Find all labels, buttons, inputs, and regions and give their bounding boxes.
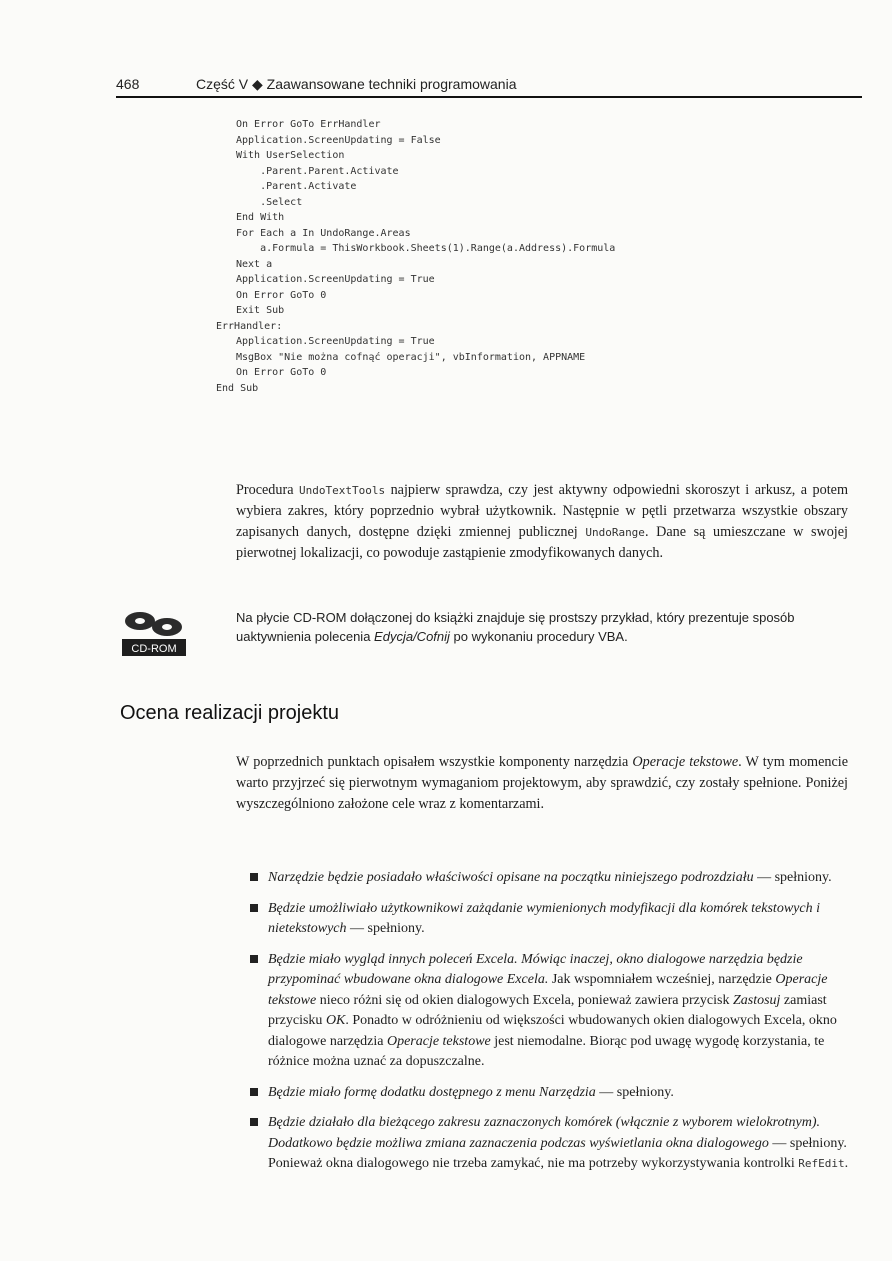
description-paragraph bbox=[236, 480, 848, 564]
variable-name: UndoRange bbox=[585, 526, 645, 539]
requirement-status: — spełniony. bbox=[753, 870, 832, 885]
code-line-end: End Sub bbox=[216, 382, 259, 394]
requirement-status: — spełniony. bbox=[595, 1084, 674, 1100]
list-item bbox=[268, 1083, 850, 1104]
running-title: Część V ◆ Zaawansowane techniki programowania bbox=[196, 76, 517, 92]
bullet-square-icon bbox=[250, 904, 258, 912]
page-header bbox=[116, 76, 862, 98]
list-item bbox=[268, 950, 850, 1073]
code-line: Application.ScreenUpdating = True bbox=[236, 274, 435, 285]
tool-name: Operacje tekstowe bbox=[386, 1033, 491, 1049]
code-line: .Select bbox=[236, 196, 303, 208]
cd-rom-icon bbox=[120, 608, 188, 658]
procedure-name: UndoTextTools bbox=[299, 484, 386, 497]
control-name: RefEdit bbox=[798, 1157, 845, 1170]
comment-text: . Ponadto w odróżnieniu od większości wbudowanych okien dialogowych Excela, okno dialogowe narzędzia bbox=[268, 1013, 837, 1049]
tool-name: Operacje tekstowe bbox=[632, 754, 739, 770]
para-text: . Dane są umieszczane w swojej pierwotnej lokalizacji, co powoduje zastąpienie zmodyfikowanych danych. bbox=[236, 524, 848, 561]
header-rule bbox=[116, 96, 862, 98]
code-line: Next a bbox=[236, 258, 273, 270]
note-text: po wykonaniu procedury VBA. bbox=[449, 629, 628, 644]
list-item bbox=[268, 868, 850, 889]
para-text: . W tym momencie warto przyjrzeć się pierwotnym wymaganiom projektowym, aby sprawdzić, czy zostały spełnione. Poniżej wyszczególniono założone cele wraz z komentarzami. bbox=[236, 754, 848, 812]
bullet-square-icon bbox=[250, 1118, 258, 1126]
code-line: On Error GoTo 0 bbox=[236, 289, 327, 301]
requirement-status: — spełniony. Ponieważ okna dialogowego nie trzeba zamykać, nie ma potrzeby wykorzystywania kontrolki bbox=[268, 1135, 847, 1171]
list-item bbox=[268, 1113, 850, 1175]
requirement-text: Będzie miało wygląd innych poleceń Excela. Mówiąc inaczej, okno dialogowe narzędzia będzie przypominać wbudowane okna dialogowe Excela. bbox=[268, 951, 803, 987]
cd-note bbox=[236, 608, 848, 646]
requirement-text: Narzędzie będzie posiadało właściwości opisane na początku niniejszego podrozdziału bbox=[268, 870, 754, 885]
tool-name: Operacje tekstowe bbox=[268, 972, 828, 1008]
section-title: Ocena realizacji projektu bbox=[120, 702, 339, 724]
code-line: On Error GoTo ErrHandler bbox=[236, 119, 381, 130]
bullet-square-icon bbox=[250, 1088, 258, 1096]
requirement-status: — spełniony. bbox=[346, 921, 425, 936]
code-line: Application.ScreenUpdating = False bbox=[236, 134, 441, 146]
button-name: Zastosuj bbox=[732, 992, 781, 1008]
code-line: For Each a In UndoRange.Areas bbox=[236, 227, 411, 239]
requirement-text: Będzie miało formę dodatku dostępnego z menu Narzędzia bbox=[268, 1084, 596, 1100]
para-text: W poprzednich punktach opisałem wszystkie komponenty narzędzia bbox=[236, 754, 633, 770]
requirement-status: . bbox=[844, 1156, 849, 1171]
comment-text: Jak wspomniałem wcześniej, narzędzie bbox=[548, 972, 776, 987]
button-name: OK bbox=[325, 1013, 346, 1028]
evaluation-paragraph bbox=[236, 752, 848, 815]
requirement-text: Będzie działało dla bieżącego zakresu zaznaczonych komórek (włącznie z wyborem wielokrotnym). Dodatkowo będzie możliwa zmiana zaznaczenia podczas wyświetlania okna dialogowego bbox=[268, 1115, 820, 1151]
requirement-text: Będzie umożliwiało użytkownikowi zażądanie wymienionych modyfikacji dla komórek tekstowych i nietekstowych bbox=[268, 900, 820, 936]
comment-text: nieco różni się od okien dialogowych Excela, ponieważ zawiera przycisk bbox=[316, 992, 733, 1008]
requirements-list bbox=[268, 868, 850, 1185]
code-line: On Error GoTo 0 bbox=[236, 367, 327, 378]
cd-rom-icon-label: CD-ROM bbox=[131, 643, 177, 655]
para-text: Procedura bbox=[236, 482, 299, 498]
code-line: End With bbox=[236, 212, 285, 223]
code-line: .Parent.Activate bbox=[236, 181, 357, 192]
comment-text: jest niemodalne. Biorąc pod uwagę wygodę korzystania, te różnice można uznać za dopuszczalne. bbox=[268, 1033, 825, 1069]
code-listing bbox=[216, 117, 856, 396]
code-line: MsgBox "Nie można cofnąć operacji", vbInformation, APPNAME bbox=[236, 351, 586, 363]
menu-command: Edycja/Cofnij bbox=[374, 629, 450, 644]
para-text: najpierw sprawdza, czy jest aktywny odpowiedni skoroszyt i arkusz, a potem wybiera zakres, który poprzednio wybrał użytkownik. Następnie w pętli przetwarza wszystkie obszary zapisanych danych, dostępne dzięki zmiennej publicznej bbox=[236, 482, 848, 540]
bullet-square-icon bbox=[250, 955, 258, 963]
bullet-square-icon bbox=[250, 873, 258, 881]
page-number: 468 bbox=[116, 76, 140, 92]
code-line: .Parent.Parent.Activate bbox=[236, 165, 399, 177]
code-line: With UserSelection bbox=[236, 150, 345, 161]
code-line: Exit Sub bbox=[236, 305, 285, 316]
note-text: Na płycie CD-ROM dołączonej do książki znajduje się prostszy przykład, który prezentuje sposób uaktywnienia polecenia bbox=[236, 610, 795, 644]
comment-text: zamiast przycisku bbox=[268, 992, 827, 1028]
code-line: a.Formula = ThisWorkbook.Sheets(1).Range(a.Address).Formula bbox=[236, 243, 616, 254]
code-line-label: ErrHandler: bbox=[216, 320, 283, 332]
list-item bbox=[268, 899, 850, 940]
code-line: Application.ScreenUpdating = True bbox=[236, 336, 435, 347]
